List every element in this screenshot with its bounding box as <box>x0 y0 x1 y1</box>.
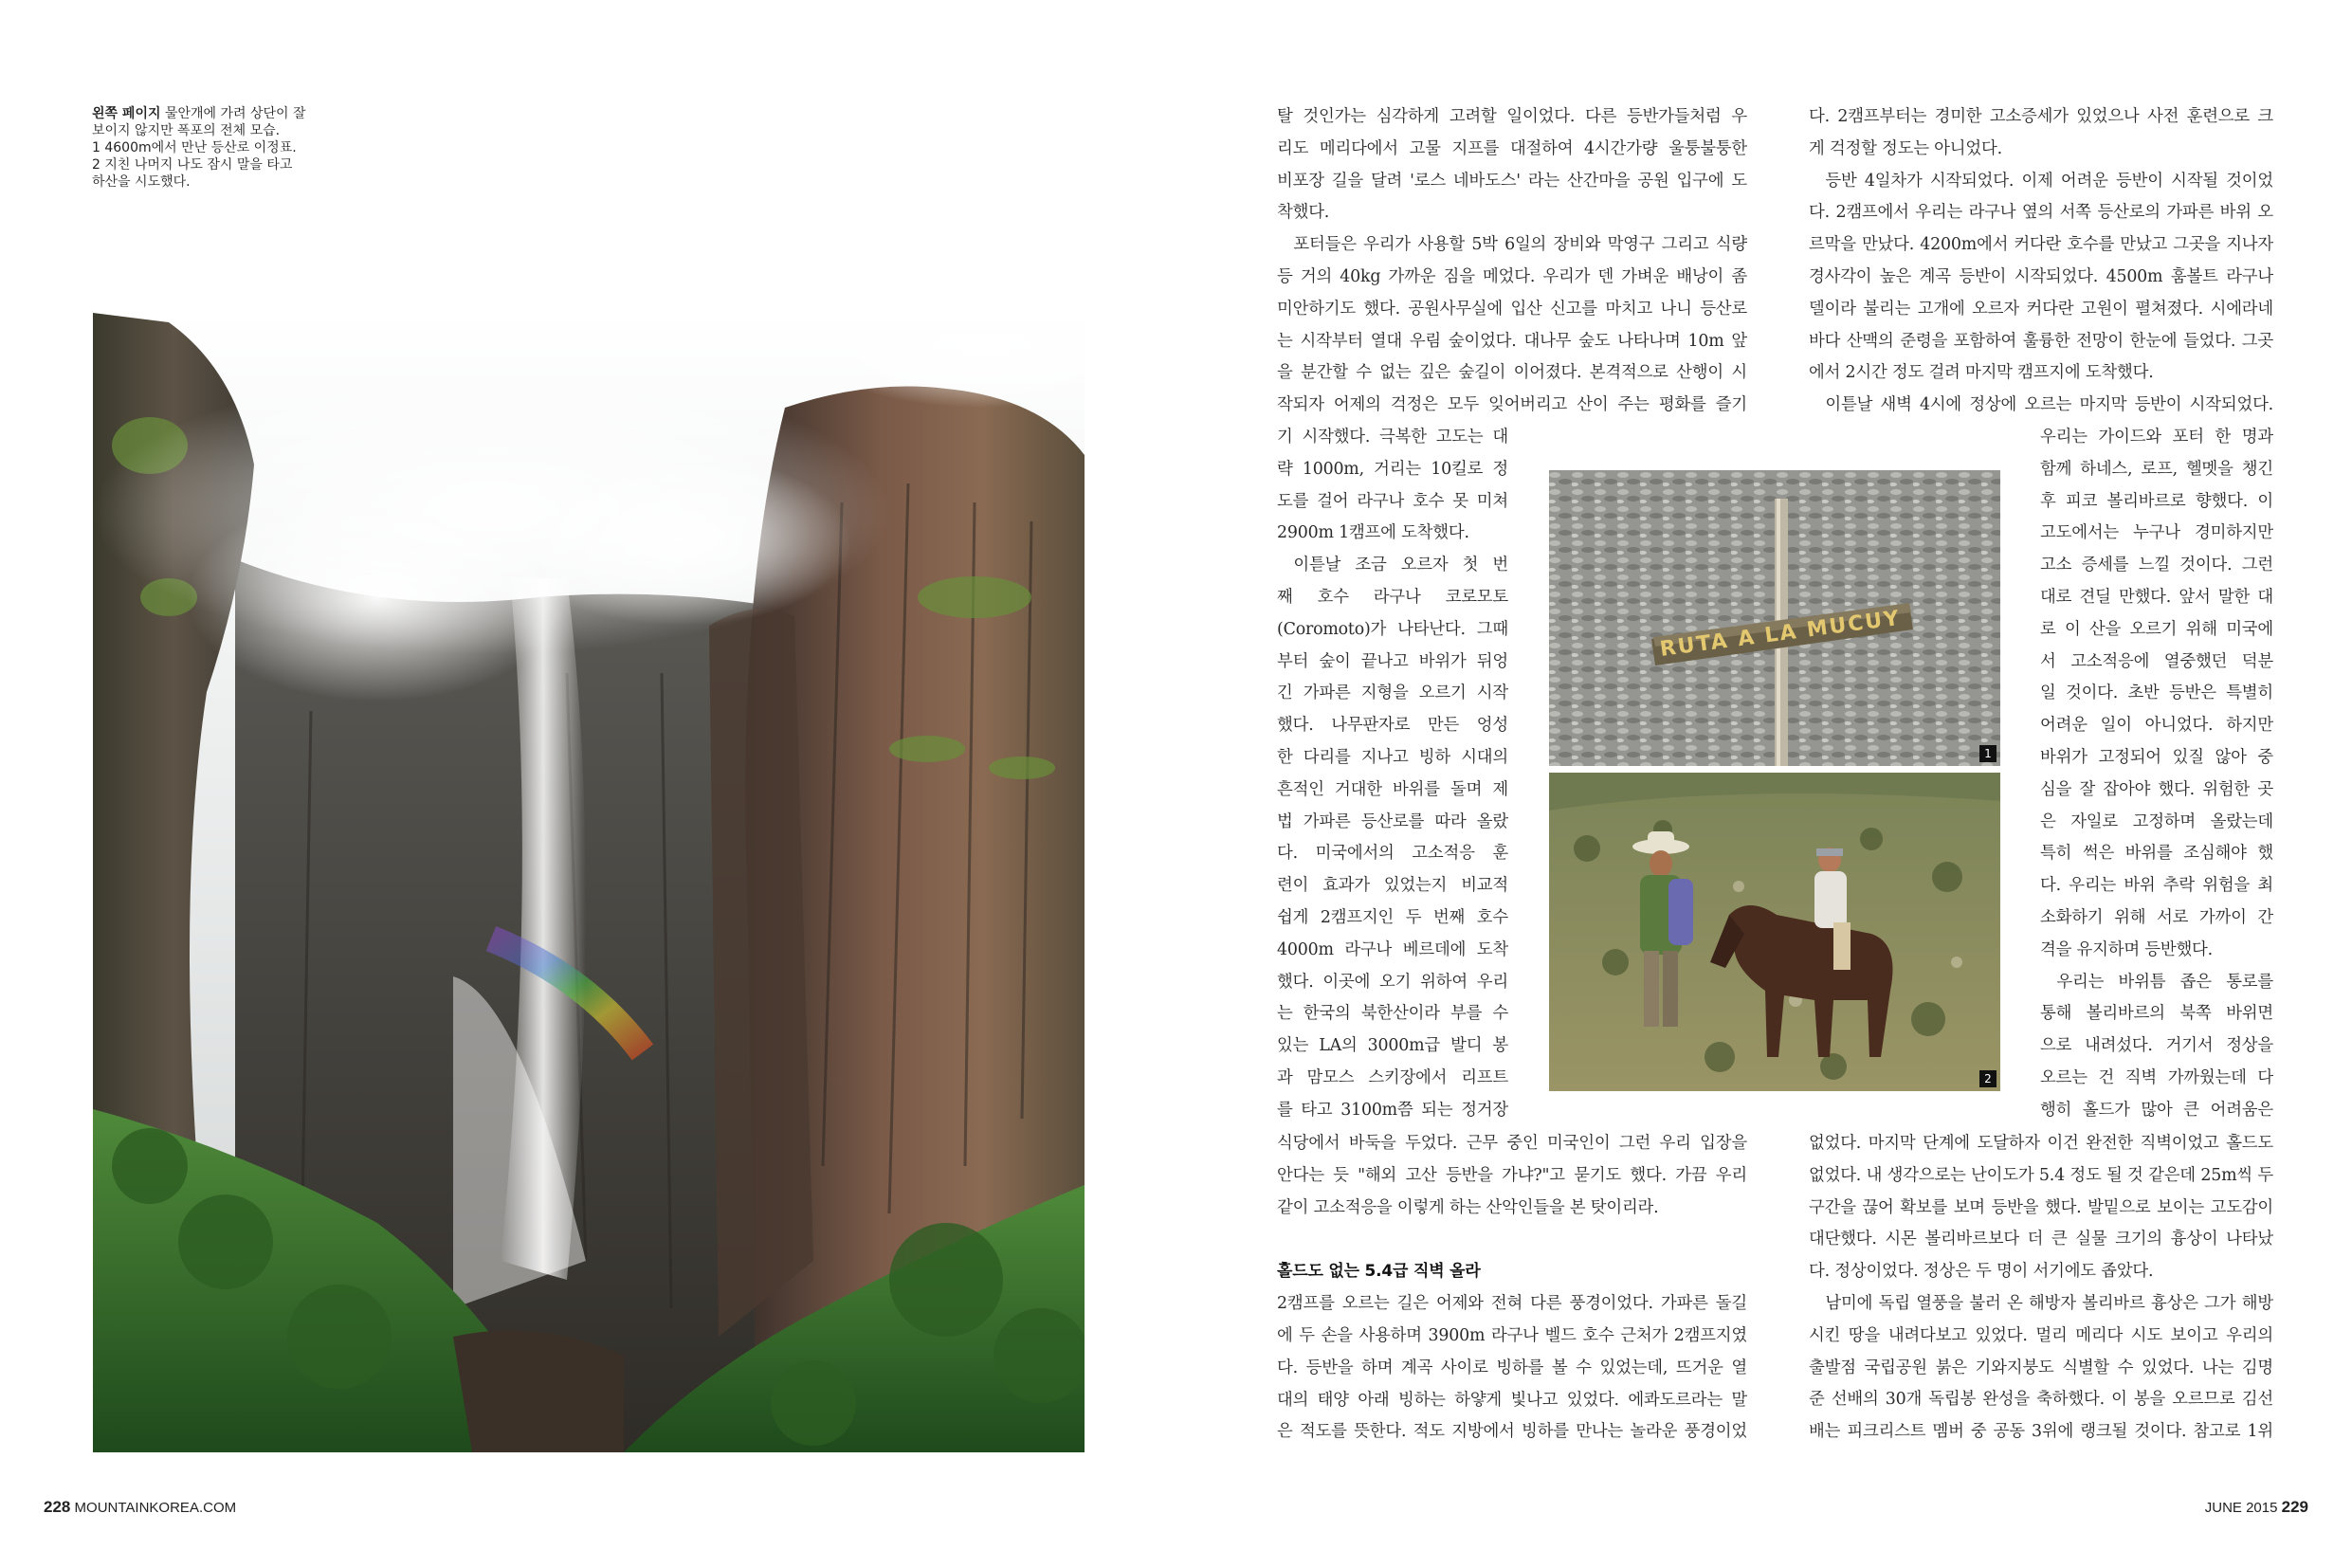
caption-line-3: 1 4600m에서 만난 등산로 이정표. <box>92 140 297 155</box>
text-line: 다. 등반을 하며 계곡 사이로 빙하를 볼 수 있었는데, 뜨거운 열 <box>1277 1358 1747 1377</box>
text-line: 등 거의 40kg 가까운 짐을 메었다. 우리가 덴 가벼운 배낭이 좀 <box>1277 266 1747 286</box>
caption-lead: 왼쪽 페이지 <box>92 106 161 121</box>
caption-line-4: 2 지친 나머지 나도 잠시 말을 타고 <box>92 157 293 173</box>
folio-left <box>44 1498 236 1517</box>
text-line: 어려운 일이 아니었다. 하지만 <box>2040 716 2273 736</box>
text-line: 심을 잘 잡아야 했다. 위험한 곳 <box>2040 779 2273 799</box>
column-2-bottom <box>1809 1128 2273 1449</box>
text-line: 고도에서는 누구나 경미하지만 <box>2040 523 2273 543</box>
text-line: 서 고소적응에 열중했던 덕분 <box>2040 651 2273 671</box>
text-line: 련이 효과가 있었는지 비교적 <box>1277 876 1508 896</box>
text-line: 격을 유지하며 등반했다. <box>2040 939 2213 959</box>
text-line: 다. 정상이었다. 정상은 두 명이 서기에도 좁았다. <box>1809 1262 2154 1282</box>
text-line: 특히 썩은 바위를 조심해야 했 <box>2040 844 2273 864</box>
text-line: 바다 산맥의 준령을 포함하여 훌륭한 전망이 한눈에 들었다. 그곳 <box>1809 331 2273 351</box>
trail-sign-photo <box>1549 470 2000 766</box>
text-line: 착했다. <box>1277 203 1330 223</box>
sign-text: RUTA A LA MUCUY <box>1658 606 1903 662</box>
text-line: 한 다리를 지나고 빙하 시대의 <box>1277 747 1508 767</box>
text-line: 은 적도를 뜻한다. 적도 지방에서 빙하를 만나는 놀라운 풍경이었 <box>1277 1422 1747 1442</box>
text-line: 했다. 이곳에 오기 위하여 우리 <box>1277 972 1508 992</box>
text-line: (Coromoto)가 나타난다. 그때 <box>1277 619 1508 639</box>
section-heading: 홀드도 없는 5.4급 직벽 올라 <box>1277 1262 1481 1282</box>
text-line: 이튿날 조금 오르자 첫 번 <box>1293 556 1508 575</box>
text-line: 르막을 만났다. 4200m에서 커다란 호수를 만났고 그곳을 지나자 <box>1809 235 2273 255</box>
text-line: 2900m 1캠프에 도착했다. <box>1277 523 1469 543</box>
text-line: 과 맘모스 스키장에서 리프트 <box>1277 1067 1508 1087</box>
text-line: 은 자일로 고정하며 올랐는데 <box>2040 811 2273 831</box>
text-line: 에 두 손을 사용하며 3900m 라구나 벨드 호수 근처가 2캠프지였 <box>1277 1325 1747 1345</box>
website: MOUNTAINKOREA.COM <box>74 1500 237 1516</box>
text-line: 긴 가파른 지형을 오르기 시작 <box>1277 684 1508 703</box>
column-1-top <box>1277 101 1747 422</box>
text-line: 통해 볼리바르의 북쪽 바위면 <box>2040 1004 2273 1024</box>
text-line: 소화하기 위해 서로 가까이 간 <box>2040 907 2273 927</box>
text-line: 우리는 바위틈 좁은 통로를 <box>2056 972 2273 992</box>
text-line: 로 이 산을 오르기 위해 미국에 <box>2040 619 2273 639</box>
column-2-narrow <box>2040 422 2273 1127</box>
waterfall-photo <box>93 313 1085 1452</box>
text-line: 작되자 어제의 걱정은 모두 잊어버리고 산이 주는 평화를 즐기 <box>1277 395 1747 415</box>
text-line: 일 것이다. 초반 등반은 특별히 <box>2040 684 2273 703</box>
text-line: 부터 숲이 끝나고 바위가 뒤엉 <box>1277 651 1508 671</box>
text-line: 에서 2시간 정도 걸려 마지막 캠프지에 도착했다. <box>1809 363 2154 383</box>
text-line: 략 1000m, 거리는 10킬로 정 <box>1277 459 1508 479</box>
text-line: 같이 고소적응을 이렇게 하는 산악인들을 본 탓이리라. <box>1277 1197 1659 1217</box>
column-1-narrow <box>1277 422 1508 1127</box>
photo-number-badge: 1 <box>1979 745 1996 762</box>
text-line: 안다는 듯 "해외 고산 등반을 가냐?"고 묻기도 했다. 가끔 우리 <box>1277 1165 1747 1185</box>
text-line: 대단했다. 시몬 볼리바르보다 더 큰 실물 크기의 흉상이 나타났 <box>1809 1230 2273 1249</box>
text-line: 우리는 가이드와 포터 한 명과 <box>2040 428 2273 447</box>
text-line: 출발점 국립공원 붉은 기와지붕도 식별할 수 있었다. 나는 김명 <box>1809 1358 2273 1377</box>
text-line: 없었다. 내 생각으로는 난이도가 5.4 정도 될 것 같은데 25m씩 두 <box>1809 1165 2273 1185</box>
photo-number-badge: 2 <box>1979 1070 1996 1087</box>
text-line: 오르는 건 직벽 가까웠는데 다 <box>2040 1067 2273 1087</box>
text-line: 다. 2캠프에서 우리는 라구나 옆의 서쪽 등산로의 가파른 바위 오 <box>1809 203 2273 223</box>
text-line: 식당에서 바둑을 두었다. 근무 중인 미국인이 그런 우리 입장을 <box>1277 1134 1747 1153</box>
text-line: 행히 홀드가 많아 큰 어려움은 <box>2040 1100 2273 1120</box>
text-line: 있는 LA의 3000m급 발디 봉 <box>1277 1036 1508 1056</box>
caption-line-1: 물안개에 가려 상단이 잘 <box>160 106 306 121</box>
text-line: 배는 피크리스트 멤버 중 공동 3위에 랭크될 것이다. 참고로 1위 <box>1809 1422 2273 1442</box>
text-line: 2캠프를 오르는 길은 어제와 전혀 다른 풍경이었다. 가파른 돌길 <box>1277 1294 1747 1314</box>
page-number-right: 229 <box>2281 1498 2308 1516</box>
text-line: 다. 우리는 바위 추락 위험을 최 <box>2040 876 2273 896</box>
text-line: 게 걱정할 정도는 아니었다. <box>1809 138 2002 158</box>
text-line: 기 시작했다. 극복한 고도는 대 <box>1277 428 1508 447</box>
text-line: 미안하기도 했다. 공원사무실에 입산 신고를 마치고 나니 등산로 <box>1277 299 1747 319</box>
text-line: 등반 4일차가 시작되었다. 이제 어려운 등반이 시작될 것이었 <box>1825 171 2273 191</box>
text-line: 없었다. 마지막 단계에 도달하자 이건 완전한 직벽이었고 홀드도 <box>1809 1134 2273 1153</box>
photo-caption <box>92 105 319 191</box>
text-line: 포터들은 우리가 사용할 5박 6일의 장비와 막영구 그리고 식량 <box>1293 235 1747 255</box>
text-line: 준 선배의 30개 독립봉 완성을 축하했다. 이 봉을 오르므로 김선 <box>1809 1390 2273 1410</box>
text-line: 쉽게 2캠프지인 두 번째 호수 <box>1277 907 1508 927</box>
text-line: 이튿날 새벽 4시에 정상에 오르는 마지막 등반이 시작되었다. <box>1825 395 2273 415</box>
text-line: 리도 메리다에서 고물 지프를 대절하여 4시간가량 울퉁불퉁한 <box>1277 138 1747 158</box>
text-line: 는 시작부터 열대 우림 숲이었다. 대나무 숲도 나타나며 10m 앞 <box>1277 331 1747 351</box>
text-line: 시킨 땅을 내려다보고 있었다. 멀리 메리다 시도 보이고 우리의 <box>1809 1325 2273 1345</box>
column-1-bottom <box>1277 1128 1747 1449</box>
text-line: 으로 내려섰다. 거기서 정상을 <box>2040 1036 2273 1056</box>
text-line: 비포장 길을 달려 '로스 네바도스' 라는 산간마을 공원 입구에 도 <box>1277 171 1747 191</box>
text-line: 을 분간할 수 없는 깊은 숲길이 이어졌다. 본격적으로 산행이 시 <box>1277 363 1747 383</box>
page-number-left: 228 <box>44 1498 71 1516</box>
issue-date: JUNE 2015 <box>2204 1500 2278 1516</box>
text-line: 다. 2캠프부터는 경미한 고소증세가 있었으나 사전 훈련으로 크 <box>1809 107 2273 126</box>
text-line: 다. 미국에서의 고소적응 훈 <box>1277 844 1508 864</box>
text-line: 는 한국의 북한산이라 부를 수 <box>1277 1004 1508 1024</box>
text-line: 바위가 고정되어 있질 않아 중 <box>2040 747 2273 767</box>
text-line: 탈 것인가는 심각하게 고려할 일이었다. 다른 등반가들처럼 우 <box>1277 107 1747 126</box>
text-line: 대로 견딜 만했다. 앞서 말한 대 <box>2040 587 2273 607</box>
text-line: 구간을 끊어 확보를 보며 등반을 했다. 발밑으로 보이는 고도감이 <box>1809 1197 2273 1217</box>
text-line: 델이라 불리는 고개에 오르자 커다란 고원이 펼쳐졌다. 시에라네 <box>1809 299 2273 319</box>
caption-line-5: 하산을 시도했다. <box>92 174 191 190</box>
text-line: 를 타고 3100m쯤 되는 정거장 <box>1277 1100 1508 1120</box>
text-line: 4000m 라구나 베르데에 도착 <box>1277 939 1508 959</box>
text-line: 고소 증세를 느낄 것이다. 그런 <box>2040 556 2273 575</box>
text-line: 째 호수 라구나 코로모토 <box>1277 587 1508 607</box>
caption-line-2: 보이지 않지만 폭포의 전체 모습. <box>92 123 281 138</box>
text-line: 경사각이 높은 계곡 등반이 시작되었다. 4500m 훔볼트 라구나 <box>1809 266 2273 286</box>
text-line: 함께 하네스, 로프, 헬멧을 챙긴 <box>2040 459 2273 479</box>
text-line: 남미에 독립 열풍을 불러 온 해방자 볼리바르 흉상은 그가 해방 <box>1825 1293 2273 1313</box>
horse-descent-photo <box>1549 773 2000 1091</box>
text-line: 후 피코 볼리바르로 향했다. 이 <box>2040 491 2273 511</box>
text-line: 법 가파른 등산로를 따라 올랐 <box>1277 811 1508 831</box>
text-line: 대의 태양 아래 빙하는 하얗게 빛나고 있었다. 에콰도르라는 말 <box>1277 1390 1747 1410</box>
column-2-top <box>1809 101 2273 422</box>
text-line: 도를 걸어 라구나 호수 못 미쳐 <box>1277 491 1508 511</box>
folio-right <box>2205 1498 2308 1517</box>
text-line: 했다. 나무판자로 만든 엉성 <box>1277 716 1508 736</box>
text-line: 흔적인 거대한 바위를 돌며 제 <box>1277 779 1508 799</box>
